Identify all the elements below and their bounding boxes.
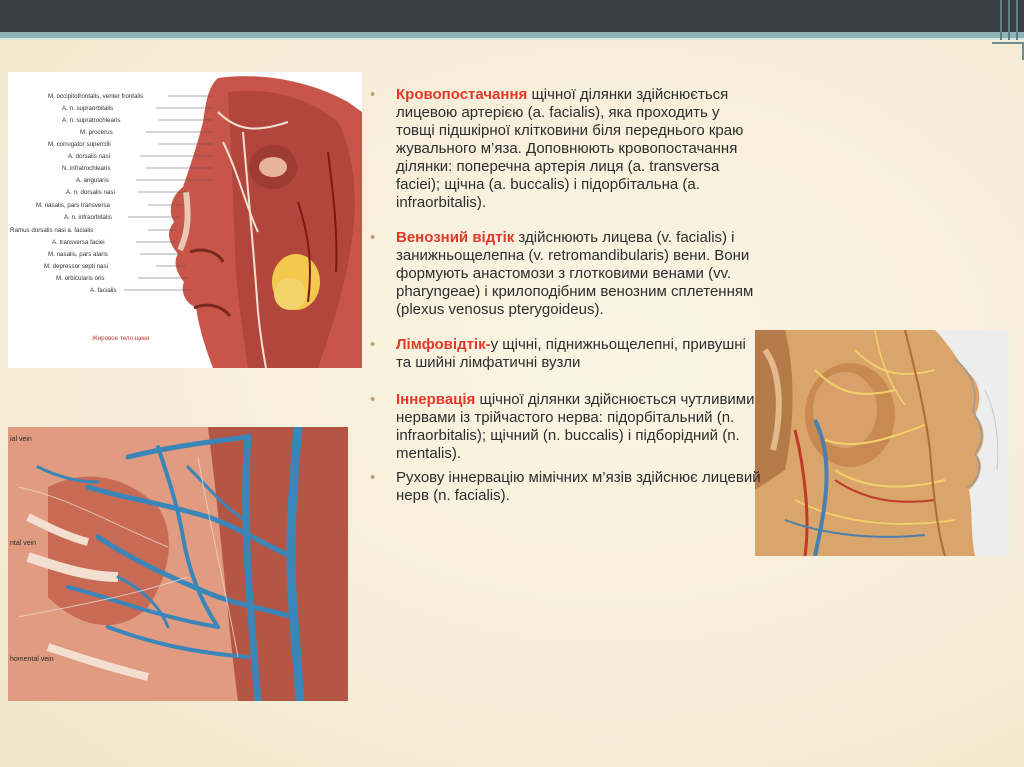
arteries-caption: Жировое тело щеки: [92, 335, 150, 342]
arteries-label: A. n. infraorbitalis: [64, 214, 112, 221]
bullet-icon: •: [370, 86, 376, 103]
veins-label: ntal vein: [10, 540, 37, 547]
bullet-icon: •: [370, 469, 376, 486]
bullet-keyword: Лімфовідтік-: [396, 336, 491, 353]
bullet-icon: •: [370, 391, 376, 408]
face-arteries-illustration: [8, 72, 362, 368]
arteries-label: A. n. dorsalis nasi: [66, 189, 115, 196]
arteries-label: A. n. supraorbitalis: [62, 105, 114, 112]
bullet-text: щічної ділянки здійснюється лицевою артерією (a. facialis), яка проходить у товщі підшкірної клітковини біля переднього краю жувального м’яза. Доповнюють кровопостачання ділянки: поперечна артерія лиця (a. transversa faciei); щічна (a. buccalis) і підорбітальна (a. infraorbitalis).: [396, 86, 744, 211]
bullet-text: Рухову іннервацію мімічних м’язів здійснює лицевий нерв (n. facialis).: [396, 469, 761, 504]
arteries-label: M. nasalis, pars transversa: [36, 202, 110, 209]
arteries-label: M. orbicularis oris: [56, 275, 105, 282]
veins-label: ial vein: [10, 436, 32, 443]
bullet-keyword: Іннервація: [396, 391, 476, 408]
bullet-motor-innervation: [370, 469, 762, 505]
face-veins-illustration: [8, 427, 348, 701]
bullet-text: щічної ділянки здійснюється чутливими нервами із трійчастого нерва: підорбітальний (n. infraorbitalis); щічний (n. buccalis) і підборідний (n. mentalis).: [396, 391, 755, 462]
corner-line: [1008, 0, 1010, 40]
arteries-label: A. angularis: [76, 177, 109, 184]
arteries-label: A. facialis: [90, 287, 117, 294]
arteries-label: M. procerus: [80, 129, 113, 136]
bullet-keyword: Кровопостачання: [396, 86, 528, 103]
arteries-label: M. corrugator supercilii: [48, 141, 111, 148]
bullet-venous-outflow: [370, 229, 762, 319]
top-bar: [0, 0, 1024, 32]
corner-frame: [992, 42, 1024, 60]
arteries-label: M. nasalis, pars alaris: [48, 251, 108, 258]
arteries-label: A. n. supratrochlearis: [62, 117, 121, 124]
arteries-label: A. transversa faciei: [52, 239, 105, 246]
bullet-blood-supply: [370, 86, 762, 212]
arteries-label: Ramus dorsalis nasi a. facialis: [10, 227, 94, 234]
bullet-lymph-outflow: [370, 336, 762, 372]
accent-stripe-light: [0, 38, 1024, 40]
arteries-label: A. dorsalis nasi: [68, 153, 110, 160]
bullet-text: здійснюють лицева (v. facialis) і занижньощелепна (v. retromandibularis) вени. Вони формують анастомози з глотковими венами (vv. pharyngeae) і крилоподібним венозним сплетенням (plexus venosus pterygoideus).: [396, 229, 754, 318]
content-text: [370, 86, 762, 505]
corner-line: [1000, 0, 1002, 40]
bullet-icon: •: [370, 336, 376, 353]
corner-line: [1016, 0, 1018, 40]
veins-label: homental vein: [10, 656, 54, 663]
arteries-label: M. depressor septi nasi: [44, 263, 108, 270]
bullet-icon: •: [370, 229, 376, 246]
bullet-keyword: Венозний відтік: [396, 229, 515, 246]
bullet-innervation: [370, 391, 762, 463]
bullet-text: у щічні, піднижньощелепні, привушні та шийні лімфатичні вузли: [396, 336, 746, 371]
arteries-label: M. occipitofrontalis, venter frontalis: [48, 93, 144, 100]
arteries-label: N. infratrochlearis: [62, 165, 111, 172]
face-nerves-illustration: [755, 330, 1009, 556]
